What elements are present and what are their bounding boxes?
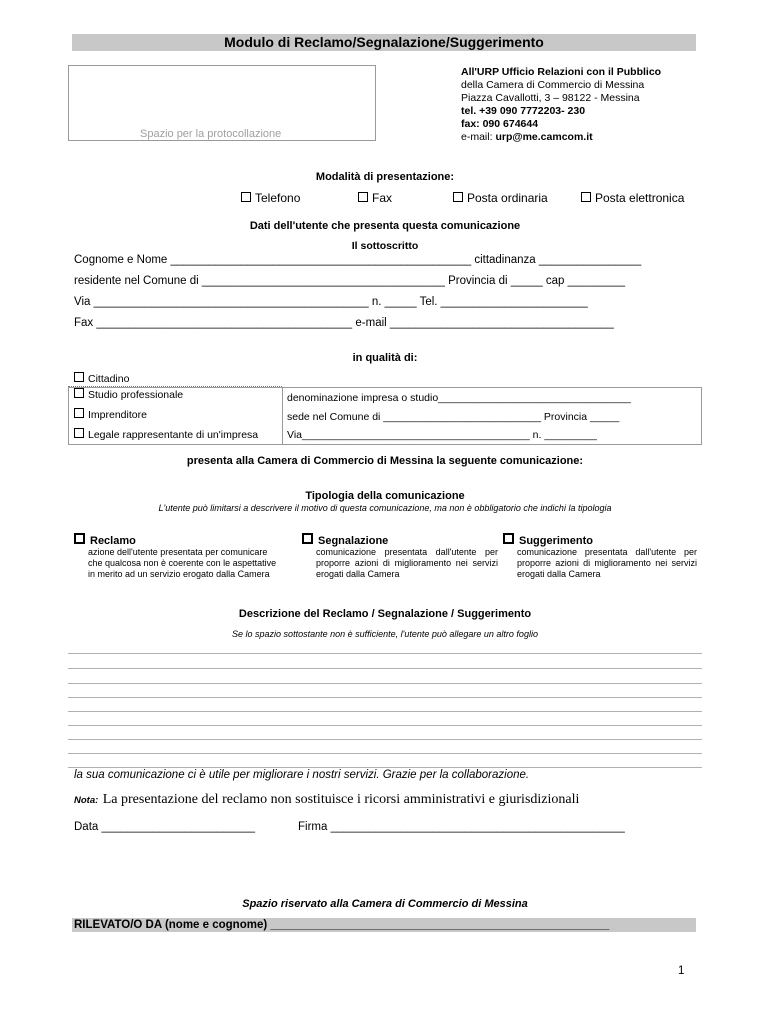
- type-desc: azione dell'utente presentata per comunicare che qualcosa non è coerente con le aspettative in merito ad un servizio erogato dalla Camera: [88, 547, 277, 579]
- checkbox-icon: [241, 192, 251, 202]
- option-telefono[interactable]: [241, 191, 300, 205]
- option-posta-ordinaria[interactable]: [453, 191, 548, 205]
- user-data-subheading: Il sottoscritto: [351, 240, 419, 252]
- divider: [282, 387, 283, 445]
- option-fax[interactable]: [358, 191, 392, 205]
- checkbox-icon: [302, 533, 313, 544]
- nota-label: Nota:: [74, 795, 99, 806]
- urp-email-value: urp@me.camcom.it: [495, 131, 593, 143]
- checkbox-icon: [581, 192, 591, 202]
- form-title: Modulo di Reclamo/Segnalazione/Suggerimento: [72, 34, 696, 51]
- checkbox-icon: [74, 388, 84, 398]
- nota-row: [74, 790, 579, 808]
- rilevato-field[interactable]: RILEVATO/O DA (nome e cognome) _____________________________________________________: [72, 918, 696, 932]
- quality-heading: in qualità di:: [352, 352, 418, 364]
- quality-cittadino[interactable]: [74, 372, 129, 385]
- option-label: Posta ordinaria: [467, 191, 548, 205]
- denominazione-line[interactable]: denominazione impresa o studio_________________________________: [287, 392, 631, 404]
- sede-line[interactable]: sede nel Comune di ___________________________ Provincia _____: [287, 411, 620, 423]
- quality-studio[interactable]: [74, 388, 183, 401]
- checkbox-icon: [453, 192, 463, 202]
- type-desc: comunicazione presentata dall'utente per proporre azioni di miglioramento nei servizi erogati dalla Camera: [316, 547, 498, 579]
- description-line[interactable]: [68, 753, 702, 754]
- option-label: Legale rappresentante di un'impresa: [88, 429, 259, 441]
- urp-email: [461, 131, 661, 144]
- checkbox-icon: [74, 428, 84, 438]
- urp-line2: della Camera di Commercio di Messina: [461, 79, 645, 91]
- option-posta-elettronica[interactable]: [581, 191, 684, 205]
- quality-imprenditore[interactable]: [74, 408, 147, 421]
- typology-heading: Tipologia della comunicazione: [305, 490, 465, 502]
- description-line[interactable]: [68, 725, 702, 726]
- description-line[interactable]: [68, 697, 702, 698]
- option-label: Posta elettronica: [595, 191, 685, 205]
- type-desc: comunicazione presentata dall'utente per proporre azioni di miglioramento nei servizi erogati dalla Camera: [517, 547, 697, 579]
- checkbox-icon: [74, 533, 85, 544]
- description-note: Se lo spazio sottostante non è sufficiente, l'utente può allegare un altro foglio: [232, 629, 538, 639]
- type-label: Reclamo: [90, 535, 136, 547]
- description-line[interactable]: [68, 653, 702, 654]
- fax-email-line[interactable]: Fax ________________________________________ e-mail ___________________________________: [74, 317, 614, 329]
- via-line[interactable]: Via_______________________________________ n. _________: [287, 429, 597, 441]
- address-line[interactable]: Via ___________________________________________ n. _____ Tel. _______________________: [74, 296, 588, 308]
- checkbox-icon: [358, 192, 368, 202]
- description-heading: Descrizione del Reclamo / Segnalazione / Suggerimento: [238, 608, 532, 620]
- urp-address: [461, 66, 661, 144]
- presentation-heading: Modalità di presentazione:: [315, 171, 455, 183]
- description-line[interactable]: [68, 739, 702, 740]
- urp-fax: fax: 090 674644: [461, 118, 539, 130]
- reserved-heading: Spazio riservato alla Camera di Commercio di Messina: [242, 898, 528, 910]
- description-line[interactable]: [68, 668, 702, 669]
- option-label: Imprenditore: [88, 409, 147, 421]
- type-suggerimento[interactable]: [503, 533, 697, 580]
- quality-legale[interactable]: [74, 428, 258, 441]
- option-label: Telefono: [255, 191, 301, 205]
- urp-line1: All'URP Ufficio Relazioni con il Pubblico: [461, 66, 662, 78]
- typology-note: L'utente può limitarsi a descrivere il motivo di questa comunicazione, ma non è obbligatorio che indichi la tipologia: [158, 503, 612, 513]
- name-line[interactable]: Cognome e Nome _______________________________________________ cittadinanza ________________: [74, 254, 642, 266]
- thanks-text: la sua comunicazione ci è utile per migliorare i nostri servizi. Grazie per la collaborazione.: [74, 769, 530, 781]
- option-label: Cittadino: [88, 373, 130, 385]
- protocol-label: Spazio per la protocollazione: [140, 128, 282, 140]
- data-field[interactable]: Data ________________________: [74, 821, 255, 833]
- checkbox-icon: [503, 533, 514, 544]
- urp-line3: Piazza Cavallotti, 3 – 98122 - Messina: [461, 92, 640, 104]
- type-segnalazione[interactable]: [302, 533, 498, 580]
- checkbox-icon: [74, 408, 84, 418]
- type-label: Segnalazione: [318, 535, 389, 547]
- description-line[interactable]: [68, 711, 702, 712]
- urp-email-label: e-mail:: [461, 131, 496, 143]
- residence-line[interactable]: residente nel Comune di ______________________________________ Provincia di _____ cap _________: [74, 275, 626, 287]
- urp-phone: tel. +39 090 7772203- 230: [461, 105, 586, 117]
- page-number: 1: [678, 965, 685, 977]
- nota-text: La presentazione del reclamo non sostituisce i ricorsi amministrativi e giurisdizionali: [102, 792, 580, 807]
- option-label: Fax: [372, 191, 393, 205]
- firma-field[interactable]: Firma ______________________________________________: [298, 821, 625, 833]
- description-line[interactable]: [68, 683, 702, 684]
- type-reclamo[interactable]: [74, 533, 284, 580]
- checkbox-icon: [74, 372, 84, 382]
- user-data-heading: Dati dell'utente che presenta questa comunicazione: [249, 220, 521, 232]
- presents-line: presenta alla Camera di Commercio di Messina la seguente comunicazione:: [186, 455, 584, 467]
- type-label: Suggerimento: [519, 535, 593, 547]
- description-line[interactable]: [68, 767, 702, 768]
- option-label: Studio professionale: [88, 389, 184, 401]
